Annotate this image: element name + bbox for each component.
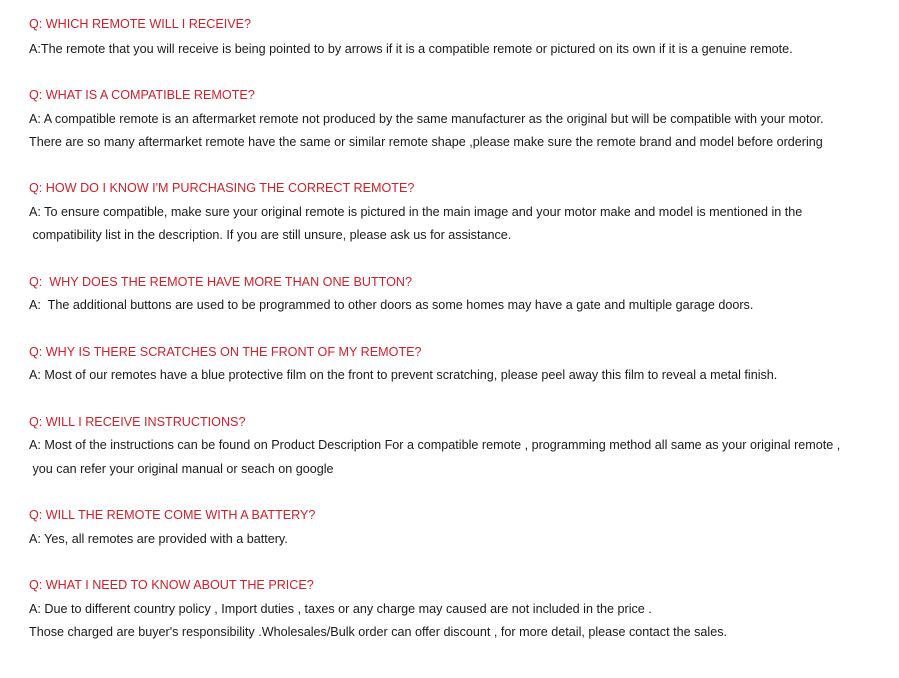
faq-question-4: Q: WHY DOES THE REMOTE HAVE MORE THAN ONE BUTTON? — [29, 275, 412, 289]
faq-answer-3-line-2: compatibility list in the description. If you are still unsure, please ask us for assistance. — [29, 228, 512, 242]
faq-answer-1-line-1: A:The remote that you will receive is being pointed to by arrows if it is a compatible remote or pictured on its own if it is a genuine remote. — [29, 42, 793, 56]
faq-question-1: Q: WHICH REMOTE WILL I RECEIVE? — [29, 17, 252, 31]
faq-answer-2-line-2: There are so many aftermarket remote have the same or similar remote shape ,please make sure the remote brand and model before ordering — [29, 135, 823, 149]
faq-answer-7-line-1: A: Yes, all remotes are provided with a battery. — [29, 532, 288, 546]
faq-question-7: Q: WILL THE REMOTE COME WITH A BATTERY? — [29, 508, 316, 522]
faq-answer-4-line-1: A: The additional buttons are used to be programmed to other doors as some homes may have a gate and multiple garage doors. — [29, 298, 754, 312]
faq-answer-2-line-1: A: A compatible remote is an aftermarket remote not produced by the same manufacturer as the original but will be compatible with your motor. — [29, 112, 824, 126]
faq-question-8: Q: WHAT I NEED TO KNOW ABOUT THE PRICE? — [29, 578, 314, 592]
faq-answer-3-line-1: A: To ensure compatible, make sure your original remote is pictured in the main image and your motor make and model is mentioned in the — [29, 205, 803, 219]
faq-answer-8-line-1: A: Due to different country policy , Import duties , taxes or any charge may caused are not included in the price . — [29, 602, 652, 616]
faq-answer-8-line-2: Those charged are buyer's responsibility .Wholesales/Bulk order can offer discount , for more detail, please contact the sales. — [29, 625, 727, 639]
faq-question-2: Q: WHAT IS A COMPATIBLE REMOTE? — [29, 88, 255, 102]
faq-question-5: Q: WHY IS THERE SCRATCHES ON THE FRONT OF MY REMOTE? — [29, 345, 422, 359]
faq-question-3: Q: HOW DO I KNOW I'M PURCHASING THE CORRECT REMOTE? — [29, 181, 415, 195]
faq-question-6: Q: WILL I RECEIVE INSTRUCTIONS? — [29, 415, 246, 429]
faq-answer-6-line-2: you can refer your original manual or seach on google — [29, 462, 334, 476]
faq-answer-6-line-1: A: Most of the instructions can be found on Product Description For a compatible remote , programming method all same as your original remote , — [29, 438, 841, 452]
faq-answer-5-line-1: A: Most of our remotes have a blue protective film on the front to prevent scratching, please peel away this film to reveal a metal finish. — [29, 368, 778, 382]
